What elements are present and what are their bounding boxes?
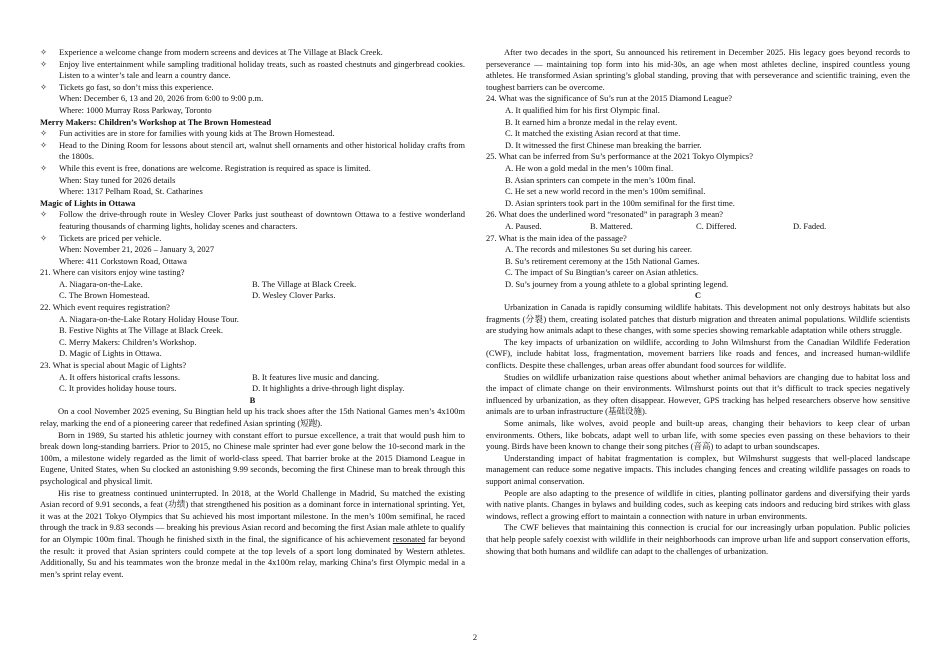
passage-paragraph: After two decades in the sport, Su announced his retirement in December 2025. His legacy goes beyond records to perseverance — maintaining top form into his mid-30s, an age when most athletes decline, inspired countless young athletes. He transformed Asian sprinting’s global standing, proving that with perseverance and scientific training, even the toughest barriers can be overcome. bbox=[486, 47, 910, 92]
bullet-star-icon: ✧ bbox=[40, 81, 48, 92]
passage-paragraph: People are also adapting to the presence of wildlife in cities, planting pollinator gardens and diversifying their yards with native plants. Changes in bylaws and building codes, such as keeping cats indoors and reducing bird strikes with glass windows, reflect a growing effort to maintain a connection with nature in urban environments. bbox=[486, 487, 910, 521]
right-column bbox=[486, 47, 910, 557]
underlined-word: resonated bbox=[392, 533, 426, 544]
passage-paragraph: His rise to greatness continued uninterrupted. In 2018, at the World Challenge in Madrid, Su matched the existing Asian record of 9.91 seconds, a feat (功绩) that strengthened his position as a dominant force in international sprinting. Yet, it was at the 2021 Tokyo Olympics that Su achieved his most important milestone. In the men’s 100m semifinal, he raced through the track in 9.83 seconds — breaking his previous Asian record and becoming the first Asian male athlete to qualify for an Olympic 100m final. Though he finished sixth in the final, the significance of his achievement resonated far beyond the result: it proved that Asian sprinters could compete at the top levels of a sport long dominated by Western athletes. Additionally, Su and his teammates won the bronze medal in the 4x100m relay, marking China’s first Olympic medal in a men’s sprint relay event. bbox=[40, 487, 465, 579]
option: D. Wesley Clover Parks. bbox=[252, 290, 336, 301]
question-23: 23. What is special about Magic of Lights? bbox=[40, 360, 187, 371]
page-number: 2 bbox=[472, 632, 478, 642]
option: D. It highlights a drive-through light display. bbox=[252, 383, 405, 394]
bullet-item: ✧ Experience a welcome change from modern screens and devices at The Village at Black Creek. bbox=[40, 47, 383, 57]
option: C. The Brown Homestead. bbox=[59, 290, 150, 301]
option: B. It earned him a bronze medal in the relay event. bbox=[505, 116, 678, 127]
option: A. The records and milestones Su set during his career. bbox=[505, 244, 693, 255]
option: D. Asian sprinters took part in the 100m semifinal for the first time. bbox=[505, 197, 735, 208]
bullet-item: ✧ While this event is free, donations are welcome. Registration is required as space is limited. bbox=[40, 162, 371, 173]
bullet-star-icon: ✧ bbox=[40, 139, 48, 150]
bullet-star-icon: ✧ bbox=[40, 128, 48, 139]
passage-paragraph: Born in 1989, Su started his athletic journey with constant effort to pursue excellence, a trait that would push him to break down long-standing barriers. Prior to 2015, no Chinese male sprinter had ever gone below the 10-second mark in the 100m, a milestone widely regarded as the limit of world-class speed. That barrier broke at the 2015 Diamond League in Eugene, United States, when Su clocked an astonishing 9.99 seconds, becoming the first Chinese man to break through this psychological and physical limit. bbox=[40, 429, 465, 486]
bullet-item: ✧ Tickets go fast, so don’t miss this experience. bbox=[40, 81, 214, 92]
question-25: 25. What can be inferred from Su’s performance at the 2021 Tokyo Olympics? bbox=[486, 151, 753, 162]
event-heading: Magic of Lights in Ottawa bbox=[40, 197, 136, 208]
event-where: Where: 1317 Pelham Road, St. Catharines bbox=[59, 186, 203, 197]
options-row bbox=[486, 221, 910, 233]
left-column bbox=[40, 47, 465, 580]
options-row bbox=[40, 279, 465, 291]
option: D. Su’s journey from a young athlete to a global sprinting legend. bbox=[505, 278, 729, 289]
option: A. He won a gold medal in the men’s 100m final. bbox=[505, 162, 674, 173]
passage-paragraph: Understanding impact of habitat fragmentation is complex, but Wilmshurst suggests that well-placed landscape management can reduce some negative impacts. This includes changing fences and creating wildlife passages on roads to support animal conservation. bbox=[486, 452, 910, 486]
question-26: 26. What does the underlined word “resonated” in paragraph 3 mean? bbox=[486, 209, 724, 220]
bullet-star-icon: ✧ bbox=[40, 232, 48, 243]
option: C. It provides holiday house tours. bbox=[59, 383, 177, 394]
option: D. It witnessed the first Chinese man breaking the barrier. bbox=[505, 139, 702, 150]
question-22: 22. Which event requires registration? bbox=[40, 302, 170, 313]
bullet-star-icon: ✧ bbox=[40, 47, 48, 57]
option: A. Niagara-on-the-Lake. bbox=[59, 278, 143, 289]
option: C. He set a new world record in the men’s 100m semifinal. bbox=[505, 186, 706, 197]
bullet-item: ✧ Fun activities are in store for families with young kids at The Brown Homestead. bbox=[40, 128, 335, 139]
option: B. Su’s retirement ceremony at the 15th National Games. bbox=[505, 255, 700, 266]
bullet-star-icon: ✧ bbox=[40, 58, 48, 69]
options-row bbox=[40, 383, 465, 395]
section-heading-b: B bbox=[249, 394, 256, 405]
passage-paragraph: Some animals, like wolves, avoid people and built-up areas, changing their behaviors to keep clear of urban environments. Others, like bobcats, adapt well to urban life, with some species even passing on these behaviors to their young. Birds have been known to change their song pitches (音高) to adapt to urban soundscapes. bbox=[486, 418, 910, 452]
event-where: Where: 1000 Murray Ross Parkway, Toronto bbox=[59, 104, 212, 115]
event-heading: Merry Makers: Children’s Workshop at The Brown Homestead bbox=[40, 116, 272, 127]
option: C. Merry Makers: Children’s Workshop. bbox=[59, 336, 197, 347]
passage-paragraph: Studies on wildlife urbanization raise questions about whether animal behaviors are changing due to habitat loss and the impact of climate change on their environments. Wilmshurst points out that it’s difficult to track species negatively influenced by urbanization, as they often disappear. However, GPS tracking has helped researchers observe how sensitive animals are to urban infrastructure (基础设施). bbox=[486, 371, 910, 417]
event-where: Where: 411 Corkstown Road, Ottawa bbox=[59, 255, 187, 266]
section-heading-c: C bbox=[694, 290, 702, 301]
option: A. It offers historical crafts lessons. bbox=[59, 371, 180, 382]
option: B. Festive Nights at The Village at Black Creek. bbox=[59, 325, 223, 336]
option: A. It qualified him for his first Olympic final. bbox=[505, 104, 660, 115]
option: C. It matched the existing Asian record at that time. bbox=[505, 128, 681, 139]
event-when: When: Stay tuned for 2026 details bbox=[59, 174, 176, 185]
question-27: 27. What is the main idea of the passage? bbox=[486, 232, 627, 243]
option: B. It features live music and dancing. bbox=[252, 371, 379, 382]
passage-paragraph: The key impacts of urbanization on wildlife, according to John Wilmshurst from the Canadian Wildlife Federation (CWF), include habitat loss, fragmentation, movement barriers like roads and fences, and increased human-wildlife conflicts. Despite these challenges, urban areas offer abundant food sources for wildlife. bbox=[486, 336, 910, 371]
bullet-item: ✧ Enjoy live entertainment while sampling traditional holiday treats, such as roasted chestnuts and gingerbread cookies. Listen to a winter’s tale and learn a country dance. bbox=[40, 58, 465, 81]
option: A. Niagara-on-the-Lake Rotary Holiday House Tour. bbox=[59, 313, 239, 324]
bullet-item: ✧ Head to the Dining Room for lessons about stencil art, walnut shell ornaments and other historical holiday crafts from the 1800s. bbox=[40, 139, 465, 162]
bullet-item: ✧ Tickets are priced per vehicle. bbox=[40, 232, 162, 243]
passage-paragraph: The CWF believes that maintaining this connection is crucial for our increasingly urban population. Public policies that help people safely coexist with wildlife in their neighborhoods can improve urban life and support conservation efforts, showing that both humans and wildlife can adapt to the challenges of urbanization. bbox=[486, 522, 910, 556]
option: B. Mattered. bbox=[590, 220, 633, 231]
bullet-item: ✧ Follow the drive-through route in Wesley Clover Parks just southeast of downtown Ottawa to a festive wonderland featuring thousands of charming lights, holiday scenes and characters. bbox=[40, 209, 465, 231]
question-24: 24. What was the significance of Su’s run at the 2015 Diamond League? bbox=[486, 93, 733, 104]
event-when: When: November 21, 2026 – January 3, 2027 bbox=[59, 244, 215, 255]
option: D. Faded. bbox=[793, 220, 827, 231]
options-row bbox=[40, 290, 465, 302]
options-row bbox=[40, 372, 465, 384]
option: C. The impact of Su Bingtian’s career on Asian athletics. bbox=[505, 267, 699, 278]
option: C. Differed. bbox=[696, 220, 737, 231]
passage-paragraph: On a cool November 2025 evening, Su Bingtian held up his track shoes after the 15th National Games men’s 4x100m relay, marking the end of a pioneering career that redefined Asian sprinting (短跑). bbox=[40, 406, 465, 428]
question-21: 21. Where can visitors enjoy wine tasting? bbox=[40, 267, 185, 278]
bullet-star-icon: ✧ bbox=[40, 209, 48, 220]
bullet-star-icon: ✧ bbox=[40, 162, 48, 173]
event-when: When: December 6, 13 and 20, 2026 from 6:00 to 9:00 p.m. bbox=[59, 93, 264, 104]
option: A. Paused. bbox=[505, 220, 542, 231]
option: B. Asian sprinters can compete in the men’s 100m final. bbox=[505, 174, 696, 185]
option: B. The Village at Black Creek. bbox=[252, 278, 357, 289]
passage-paragraph: Urbanization in Canada is rapidly consuming wildlife habitats. This development not only destroys habitats but also fragments (分裂) them, creating isolated patches that disturb migration and threaten animal populations. Wildlife scientists are studying how animals adapt to these changes, with some species showing remarkable adaptation while others struggle. bbox=[486, 302, 910, 336]
option: D. Magic of Lights in Ottawa. bbox=[59, 348, 162, 359]
